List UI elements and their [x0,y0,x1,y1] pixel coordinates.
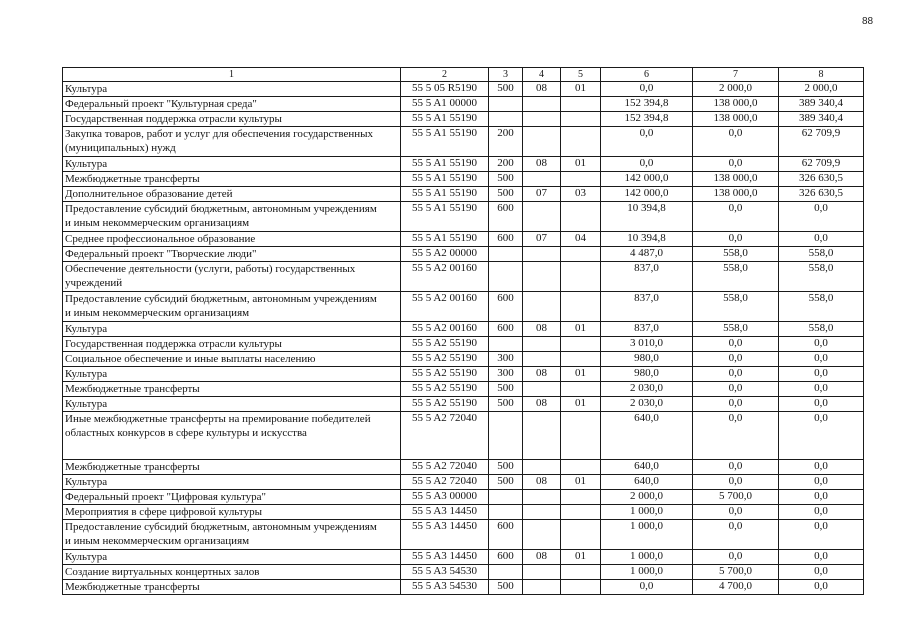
amount-col7-cell: 0,0 [693,337,779,352]
table-row [63,112,864,127]
amount-col6-cell: 1 000,0 [601,505,693,520]
amount-col6-cell: 1 000,0 [601,520,693,550]
subsection-cell: 01 [561,82,601,97]
target-code-cell: 55 5 A1 00000 [401,97,489,112]
amount-col6-cell: 2 030,0 [601,397,693,412]
target-code-cell: 55 5 A1 55190 [401,232,489,247]
expense-type-cell [489,112,523,127]
section-cell: 07 [523,187,561,202]
amount-col7-cell: 138 000,0 [693,97,779,112]
section-cell [523,127,561,157]
amount-col8-cell: 0,0 [779,352,864,367]
row-label-cell [63,397,401,412]
row-label-cell [63,157,401,172]
target-code-cell: 55 5 A1 55190 [401,127,489,157]
amount-col7-cell: 0,0 [693,520,779,550]
amount-col7-cell: 558,0 [693,292,779,322]
row-label-cell [63,412,401,460]
row-label-line: Федеральный проект "Цифровая культура" [65,491,266,503]
expense-type-cell [489,262,523,292]
section-cell: 08 [523,475,561,490]
subsection-cell [561,505,601,520]
row-label-line: Культура [65,158,108,170]
expense-type-cell: 600 [489,550,523,565]
amount-col8-cell: 0,0 [779,490,864,505]
table-row [63,97,864,112]
target-code-cell: 55 5 A2 00160 [401,292,489,322]
row-label-cell [63,97,401,112]
row-label-line: Межбюджетные трансферты [65,581,200,593]
amount-col8-cell: 0,0 [779,565,864,580]
row-label-line: Межбюджетные трансферты [65,173,200,185]
expense-type-cell: 300 [489,367,523,382]
amount-col8-cell: 0,0 [779,475,864,490]
expense-type-cell: 300 [489,352,523,367]
amount-col8-cell: 558,0 [779,322,864,337]
amount-col7-cell: 0,0 [693,232,779,247]
table-row [63,187,864,202]
row-label-line: Культура [65,368,108,380]
subsection-cell [561,247,601,262]
expense-type-cell [489,97,523,112]
amount-col6-cell: 837,0 [601,292,693,322]
amount-col8-cell: 0,0 [779,202,864,232]
row-label-line: областных конкурсов в сфере культуры и искусства [65,427,307,439]
subsection-cell [561,262,601,292]
amount-col6-cell: 837,0 [601,262,693,292]
section-cell [523,337,561,352]
expense-type-cell: 500 [489,460,523,475]
subsection-cell: 01 [561,367,601,382]
table-row [63,157,864,172]
target-code-cell: 55 5 05 R5190 [401,82,489,97]
amount-col8-cell: 558,0 [779,262,864,292]
row-label-cell [63,490,401,505]
amount-col6-cell: 2 030,0 [601,382,693,397]
subsection-cell [561,565,601,580]
row-label-cell [63,172,401,187]
amount-col7-cell: 0,0 [693,352,779,367]
row-label-line: Культура [65,476,108,488]
amount-col6-cell: 10 394,8 [601,202,693,232]
row-label-line: Межбюджетные трансферты [65,461,200,473]
section-cell: 08 [523,157,561,172]
amount-col8-cell: 0,0 [779,412,864,460]
amount-col6-cell: 837,0 [601,322,693,337]
row-label-line: и иным некоммерческим организациям [65,307,250,319]
row-label-line: Дополнительное образование детей [65,188,233,200]
subsection-cell: 01 [561,157,601,172]
row-label-cell [63,247,401,262]
expense-type-cell [489,247,523,262]
amount-col8-cell: 62 709,9 [779,157,864,172]
table-row [63,262,864,292]
amount-col8-cell: 62 709,9 [779,127,864,157]
header-cell: 2 [401,68,489,82]
amount-col8-cell: 0,0 [779,397,864,412]
amount-col8-cell: 389 340,4 [779,97,864,112]
row-label-cell [63,262,401,292]
row-label-line: Государственная поддержка отрасли культуры [65,338,282,350]
amount-col7-cell: 558,0 [693,247,779,262]
amount-col8-cell: 558,0 [779,292,864,322]
amount-col8-cell: 0,0 [779,460,864,475]
expense-type-cell: 500 [489,82,523,97]
row-label-line: Закупка товаров, работ и услуг для обеспечения государственных [65,128,374,140]
amount-col7-cell: 0,0 [693,397,779,412]
row-label-cell [63,352,401,367]
table-row [63,337,864,352]
header-cell: 1 [63,68,401,82]
amount-col6-cell: 10 394,8 [601,232,693,247]
expense-type-cell: 600 [489,292,523,322]
row-label-line: Федеральный проект "Творческие люди" [65,248,257,260]
target-code-cell: 55 5 A2 00160 [401,262,489,292]
section-cell [523,505,561,520]
amount-col7-cell: 4 700,0 [693,580,779,595]
section-cell: 08 [523,550,561,565]
subsection-cell [561,202,601,232]
amount-col6-cell: 4 487,0 [601,247,693,262]
row-label-cell [63,580,401,595]
section-cell [523,97,561,112]
table-header [63,68,864,82]
section-cell: 08 [523,322,561,337]
row-label-line: Предоставление субсидий бюджетным, автономным учреждениям [65,203,377,215]
amount-col8-cell: 0,0 [779,382,864,397]
row-label-line: Федеральный проект "Культурная среда" [65,98,257,110]
amount-col6-cell: 3 010,0 [601,337,693,352]
subsection-cell [561,292,601,322]
table-row [63,127,864,157]
section-cell [523,520,561,550]
table-row [63,490,864,505]
section-cell [523,172,561,187]
table-row [63,550,864,565]
row-label-line: Иные межбюджетные трансферты на премирование победителей [65,413,371,425]
row-label-line: Среднее профессиональное образование [65,233,256,245]
target-code-cell: 55 5 A2 55190 [401,397,489,412]
amount-col8-cell: 2 000,0 [779,82,864,97]
amount-col7-cell: 2 000,0 [693,82,779,97]
target-code-cell: 55 5 A2 55190 [401,382,489,397]
expense-type-cell: 500 [489,475,523,490]
target-code-cell: 55 5 A3 14450 [401,520,489,550]
amount-col7-cell: 0,0 [693,460,779,475]
amount-col8-cell: 326 630,5 [779,187,864,202]
row-label-line: Предоставление субсидий бюджетным, автономным учреждениям [65,293,377,305]
amount-col7-cell: 0,0 [693,367,779,382]
header-cell: 7 [693,68,779,82]
table-row [63,475,864,490]
amount-col6-cell: 640,0 [601,412,693,460]
amount-col6-cell: 0,0 [601,127,693,157]
expense-type-cell: 600 [489,322,523,337]
header-cell: 5 [561,68,601,82]
target-code-cell: 55 5 A2 72040 [401,475,489,490]
row-label-cell [63,202,401,232]
row-label-line: (муниципальных) нужд [65,142,176,154]
subsection-cell: 04 [561,232,601,247]
subsection-cell: 01 [561,550,601,565]
amount-col7-cell: 558,0 [693,262,779,292]
header-cell: 4 [523,68,561,82]
expense-type-cell: 500 [489,187,523,202]
table-row [63,520,864,550]
section-cell [523,580,561,595]
table-row [63,172,864,187]
target-code-cell: 55 5 A2 72040 [401,412,489,460]
target-code-cell: 55 5 A3 14450 [401,505,489,520]
table-row [63,460,864,475]
amount-col7-cell: 0,0 [693,157,779,172]
row-label-cell [63,322,401,337]
table-row [63,247,864,262]
amount-col8-cell: 0,0 [779,550,864,565]
amount-col8-cell: 389 340,4 [779,112,864,127]
target-code-cell: 55 5 A3 00000 [401,490,489,505]
row-label-cell [63,112,401,127]
page-number: 88 [862,16,874,27]
row-label-cell [63,337,401,352]
row-label-line: учреждений [65,277,123,289]
target-code-cell: 55 5 A1 55190 [401,187,489,202]
table-row [63,580,864,595]
row-label-line: Культура [65,398,108,410]
expense-type-cell: 200 [489,127,523,157]
subsection-cell [561,112,601,127]
section-cell [523,292,561,322]
target-code-cell: 55 5 A1 55190 [401,172,489,187]
amount-col7-cell: 0,0 [693,382,779,397]
row-label-line: Создание виртуальных концертных залов [65,566,260,578]
target-code-cell: 55 5 A2 00000 [401,247,489,262]
table-row [63,322,864,337]
amount-col6-cell: 152 394,8 [601,112,693,127]
row-label-cell [63,520,401,550]
row-label-cell [63,460,401,475]
section-cell [523,565,561,580]
section-cell [523,460,561,475]
row-label-line: Культура [65,551,108,563]
row-label-line: Межбюджетные трансферты [65,383,200,395]
subsection-cell [561,97,601,112]
target-code-cell: 55 5 A1 55190 [401,157,489,172]
amount-col6-cell: 0,0 [601,580,693,595]
subsection-cell: 03 [561,187,601,202]
amount-col7-cell: 138 000,0 [693,112,779,127]
amount-col6-cell: 0,0 [601,157,693,172]
row-label-line: и иным некоммерческим организациям [65,217,250,229]
amount-col7-cell: 0,0 [693,412,779,460]
table-row [63,202,864,232]
subsection-cell [561,172,601,187]
row-label-line: Культура [65,83,108,95]
target-code-cell: 55 5 A3 54530 [401,565,489,580]
section-cell [523,202,561,232]
header-cell: 8 [779,68,864,82]
section-cell: 08 [523,82,561,97]
table-body [63,82,864,595]
row-label-line: Обеспечение деятельности (услуги, работы) государственных [65,263,356,275]
amount-col6-cell: 1 000,0 [601,550,693,565]
expense-type-cell [489,490,523,505]
target-code-cell: 55 5 A3 54530 [401,580,489,595]
section-cell [523,112,561,127]
expense-type-cell [489,412,523,460]
section-cell [523,412,561,460]
target-code-cell: 55 5 A1 55190 [401,112,489,127]
row-label-cell [63,550,401,565]
amount-col6-cell: 0,0 [601,82,693,97]
row-label-cell [63,127,401,157]
target-code-cell: 55 5 A2 55190 [401,367,489,382]
amount-col7-cell: 138 000,0 [693,172,779,187]
amount-col8-cell: 0,0 [779,367,864,382]
row-label-line: и иным некоммерческим организациям [65,535,250,547]
subsection-cell [561,337,601,352]
target-code-cell: 55 5 A3 14450 [401,550,489,565]
amount-col6-cell: 640,0 [601,475,693,490]
table-row [63,232,864,247]
row-label-cell [63,232,401,247]
section-cell [523,382,561,397]
header-cell: 3 [489,68,523,82]
amount-col8-cell: 558,0 [779,247,864,262]
amount-col7-cell: 5 700,0 [693,490,779,505]
section-cell [523,352,561,367]
subsection-cell [561,412,601,460]
table-row [63,292,864,322]
section-cell [523,262,561,292]
expense-type-cell: 600 [489,232,523,247]
table-row [63,397,864,412]
row-label-cell [63,187,401,202]
amount-col6-cell: 142 000,0 [601,172,693,187]
row-label-cell [63,82,401,97]
row-label-cell [63,505,401,520]
amount-col7-cell: 0,0 [693,127,779,157]
target-code-cell: 55 5 A2 55190 [401,337,489,352]
subsection-cell [561,352,601,367]
row-label-cell [63,475,401,490]
row-label-line: Государственная поддержка отрасли культуры [65,113,282,125]
amount-col6-cell: 640,0 [601,460,693,475]
expense-type-cell: 600 [489,520,523,550]
amount-col7-cell: 138 000,0 [693,187,779,202]
row-label-line: Социальное обеспечение и иные выплаты населению [65,353,316,365]
amount-col7-cell: 0,0 [693,505,779,520]
section-cell: 07 [523,232,561,247]
target-code-cell: 55 5 A1 55190 [401,202,489,232]
row-label-cell [63,292,401,322]
table-row [63,352,864,367]
amount-col7-cell: 0,0 [693,475,779,490]
row-label-cell [63,367,401,382]
row-label-line: Предоставление субсидий бюджетным, автономным учреждениям [65,521,377,533]
expense-type-cell: 600 [489,202,523,232]
subsection-cell [561,580,601,595]
table-header-row [63,68,864,82]
expense-type-cell: 500 [489,172,523,187]
subsection-cell [561,460,601,475]
target-code-cell: 55 5 A2 72040 [401,460,489,475]
amount-col8-cell: 0,0 [779,232,864,247]
amount-col8-cell: 0,0 [779,505,864,520]
section-cell [523,247,561,262]
table-row [63,412,864,460]
expense-type-cell: 200 [489,157,523,172]
subsection-cell [561,382,601,397]
amount-col8-cell: 326 630,5 [779,172,864,187]
section-cell [523,490,561,505]
target-code-cell: 55 5 A2 00160 [401,322,489,337]
amount-col6-cell: 980,0 [601,367,693,382]
row-label-line: Мероприятия в сфере цифровой культуры [65,506,262,518]
expense-type-cell [489,505,523,520]
table-row [63,367,864,382]
expense-type-cell: 500 [489,580,523,595]
section-cell: 08 [523,397,561,412]
amount-col8-cell: 0,0 [779,520,864,550]
amount-col6-cell: 142 000,0 [601,187,693,202]
expense-type-cell [489,337,523,352]
subsection-cell [561,127,601,157]
target-code-cell: 55 5 A2 55190 [401,352,489,367]
amount-col7-cell: 5 700,0 [693,565,779,580]
subsection-cell [561,520,601,550]
amount-col7-cell: 558,0 [693,322,779,337]
amount-col6-cell: 980,0 [601,352,693,367]
row-label-line: Культура [65,323,108,335]
table-row [63,565,864,580]
amount-col6-cell: 1 000,0 [601,565,693,580]
table-row [63,382,864,397]
amount-col6-cell: 2 000,0 [601,490,693,505]
table-row [63,82,864,97]
table-row [63,505,864,520]
expense-type-cell [489,565,523,580]
section-cell: 08 [523,367,561,382]
expense-type-cell: 500 [489,382,523,397]
subsection-cell: 01 [561,475,601,490]
row-label-cell [63,565,401,580]
amount-col8-cell: 0,0 [779,580,864,595]
subsection-cell: 01 [561,322,601,337]
subsection-cell: 01 [561,397,601,412]
subsection-cell [561,490,601,505]
amount-col6-cell: 152 394,8 [601,97,693,112]
expense-type-cell: 500 [489,397,523,412]
amount-col7-cell: 0,0 [693,550,779,565]
header-cell: 6 [601,68,693,82]
amount-col8-cell: 0,0 [779,337,864,352]
budget-table [62,67,864,595]
amount-col7-cell: 0,0 [693,202,779,232]
row-label-cell [63,382,401,397]
